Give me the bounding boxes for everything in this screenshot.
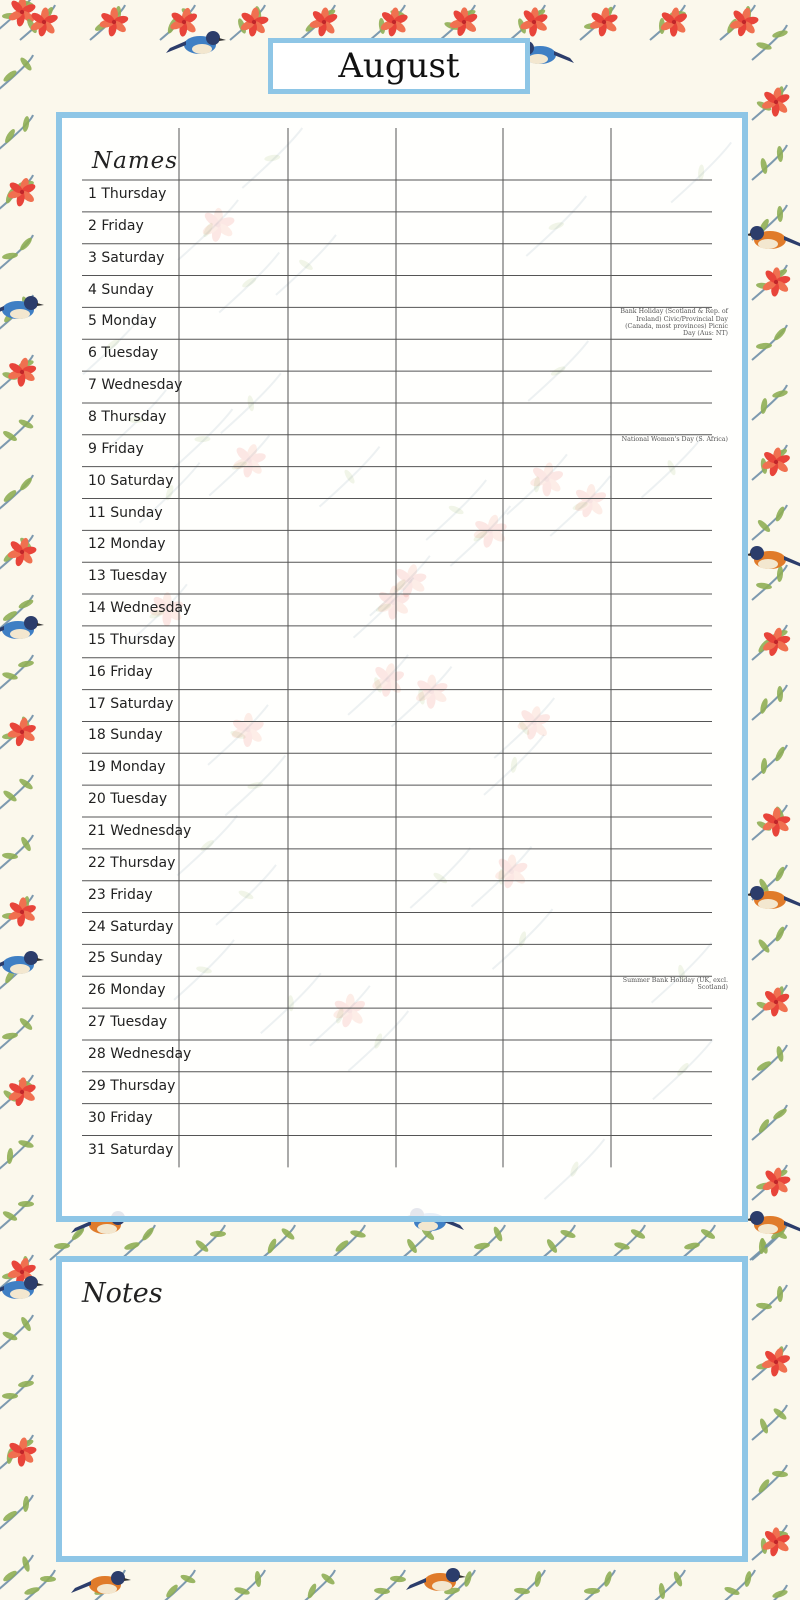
day-label: 11 Sunday (88, 504, 163, 521)
day-row (82, 467, 732, 499)
day-label: 17 Saturday (88, 695, 174, 712)
day-label: 2 Friday (88, 217, 144, 234)
day-label: 14 Wednesday (88, 600, 192, 617)
day-row (82, 785, 732, 817)
day-label: 1 Thursday (88, 186, 167, 202)
day-label: 7 Wednesday (88, 377, 183, 394)
notes-panel (56, 1256, 748, 1562)
day-label: 4 Sunday (88, 281, 154, 298)
day-row (82, 881, 732, 913)
holiday-note: National Women's Day (S. Africa) (621, 435, 728, 443)
day-label: 31 Saturday (88, 1141, 174, 1158)
day-row (82, 562, 732, 594)
holiday-note: Bank Holiday (Scotland & Rep. of Ireland) Civic/Provincial Day (Canada, most provinces) Picnic Day (Aus: NT) (620, 308, 728, 337)
day-row (82, 626, 732, 658)
day-row (82, 435, 732, 467)
day-row (82, 1104, 732, 1136)
day-row (82, 753, 732, 785)
day-row (82, 976, 732, 1008)
month-title-box (268, 38, 530, 94)
day-label: 12 Monday (88, 536, 166, 553)
day-row (82, 594, 732, 626)
day-row (82, 690, 732, 722)
month-title: August (338, 46, 460, 86)
day-row (82, 944, 732, 976)
day-label: 22 Thursday (88, 854, 176, 871)
day-row (82, 1040, 732, 1072)
day-label: 15 Thursday (88, 631, 176, 648)
day-row (82, 180, 732, 212)
day-row (82, 307, 732, 339)
day-label: 8 Thursday (88, 408, 167, 425)
day-label: 5 Monday (88, 313, 157, 330)
day-label: 25 Sunday (88, 950, 163, 967)
day-row (82, 339, 732, 371)
day-label: 23 Friday (88, 886, 153, 903)
day-row (82, 276, 732, 308)
day-row (82, 817, 732, 849)
calendar-panel (56, 112, 748, 1222)
day-row (82, 499, 732, 531)
day-row (82, 849, 732, 881)
day-row (82, 1136, 732, 1168)
day-label: 18 Sunday (88, 727, 163, 744)
day-row (82, 530, 732, 562)
day-label: 20 Tuesday (88, 791, 168, 808)
day-row (82, 721, 732, 753)
day-label: 30 Friday (88, 1109, 153, 1126)
day-label: 9 Friday (88, 440, 144, 457)
day-label: 29 Thursday (88, 1077, 176, 1094)
holiday-note: Summer Bank Holiday (UK, excl. Scotland) (622, 977, 728, 992)
day-label: 13 Tuesday (88, 568, 168, 585)
day-row (82, 244, 732, 276)
day-label: 27 Tuesday (88, 1014, 168, 1031)
day-row (82, 1008, 732, 1040)
day-row (82, 371, 732, 403)
day-row (82, 658, 732, 690)
day-label: 28 Wednesday (88, 1045, 192, 1062)
day-label: 3 Saturday (88, 249, 165, 266)
day-row (82, 1072, 732, 1104)
day-row (82, 212, 732, 244)
day-label: 26 Monday (88, 982, 166, 999)
day-row (82, 403, 732, 435)
day-row (82, 913, 732, 945)
day-label: 10 Saturday (88, 472, 174, 489)
names-header: Names (92, 148, 179, 174)
day-label: 16 Friday (88, 663, 153, 680)
day-label: 24 Saturday (88, 918, 174, 935)
day-label: 19 Monday (88, 759, 166, 776)
notes-header: Notes (82, 1278, 163, 1309)
day-label: 21 Wednesday (88, 823, 192, 839)
day-label: 6 Tuesday (88, 345, 159, 362)
